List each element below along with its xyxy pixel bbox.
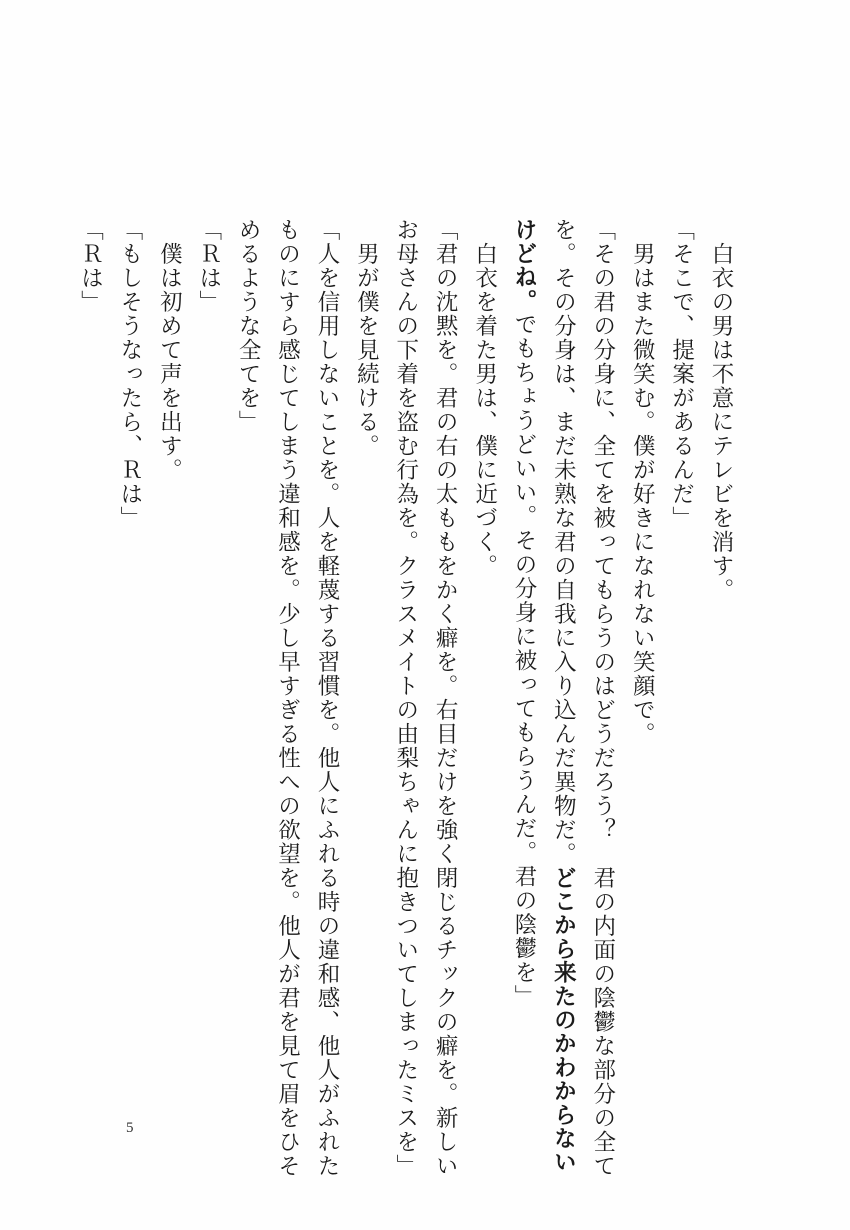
text-segment: を。その分身は、まだ未熟な君の自我に入り込んだ異物だ。 [550, 218, 577, 866]
text-line [582, 218, 621, 1178]
bold-text-segment: どこから来たのかわからない [550, 866, 577, 1175]
text-line [188, 218, 227, 1078]
text-segment: 男が僕を見続ける。 [353, 218, 380, 458]
bold-text-segment: けどね。 [510, 218, 537, 313]
vertical-text-body [77, 218, 740, 1178]
text-segment: めるような全てを」 [235, 218, 262, 434]
text-line [543, 218, 582, 1175]
text-segment: 白衣の男は不意にテレビを消す。 [708, 218, 734, 602]
text-segment: 男はまた微笑む。僕が好きになれない笑顔で。 [629, 218, 656, 746]
text-line [346, 218, 385, 1078]
text-segment: ものにすら感じてしまう違和感を。少し早すぎる性への欲望を。他人が君を見て眉をひそ [274, 218, 301, 1178]
text-segment: 「そこで、提案があるんだ」 [668, 218, 695, 530]
text-segment: 「その君の分身に、全てを被ってもらうのはどうだろう？ 君の内面の陰鬱な部分の全て [589, 218, 616, 1178]
text-segment: 「人を信用しないことを。人を軽蔑する習慣を。他人にふれる時の違和感、他人がふれた [313, 218, 340, 1178]
text-line [661, 218, 700, 1078]
text-segment: 「Ｒは」 [77, 218, 104, 314]
text-line [228, 218, 267, 1078]
text-line [110, 218, 149, 1078]
text-line [385, 218, 424, 1178]
text-segment: お母さんの下着を盗む行為を。クラスメイトの由梨ちゃんに抱きついてしまったミスを」 [392, 218, 419, 1178]
text-line [425, 218, 464, 1178]
text-segment: 「君の沈黙を。君の右の太ももをかく癖を。右目だけを強く閉じるチックの癖を。新しい [432, 218, 459, 1178]
text-line [267, 218, 306, 1178]
page-number: 5 [126, 1120, 134, 1136]
text-line [504, 218, 543, 1078]
text-line [149, 218, 188, 1078]
text-line [307, 218, 346, 1178]
text-segment: 「Ｒは」 [195, 218, 222, 314]
text-segment: 僕は初めて声を出す。 [156, 218, 183, 482]
text-line [70, 218, 109, 1078]
text-line [464, 218, 503, 1078]
text-segment: 「もしそうなったら、Ｒは」 [116, 218, 143, 530]
text-line [701, 218, 740, 1078]
text-segment: でもちょうどいい。その分身に被ってもらうんだ。君の陰鬱を」 [510, 312, 537, 1009]
text-segment: 白衣を着た男は、僕に近づく。 [471, 218, 498, 578]
text-line [622, 218, 661, 1078]
